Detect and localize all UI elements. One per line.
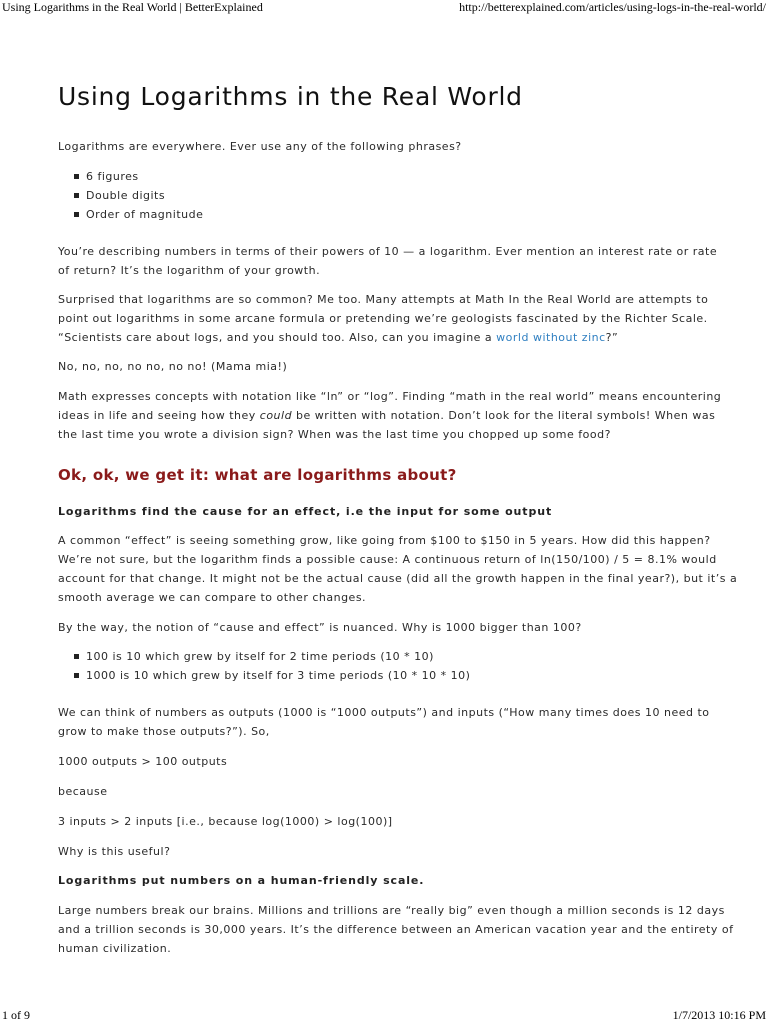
byway-paragraph: By the way, the notion of “cause and effect” is nuanced. Why is 1000 bigger than 100?: [58, 621, 582, 634]
bullet-icon: [74, 673, 79, 678]
phrases-list: [58, 167, 710, 224]
growth-list: [58, 647, 710, 685]
bullet-icon: [74, 193, 79, 198]
surprised-paragraph: Surprised that logarithms are so common? Me too. Many attempts at Math In the Real World are attempts to point out logarithms in some arcane formula or pretending we’re geologists fascinated by the Richter Scale. “Scientists care about logs, and you should too. Also, can you imagine a world without zinc?”: [58, 293, 709, 344]
intro-paragraph: Logarithms are everywhere. Ever use any of the following phrases?: [58, 140, 462, 153]
outputs-paragraph: We can think of numbers as outputs (1000 is “1000 outputs”) and inputs (“How many times does 10 need to grow to make those outputs?”). So,: [58, 706, 710, 738]
page-title: Using Logarithms in the Real World: [58, 82, 523, 111]
nono-paragraph: No, no, no, no no, no no! (Mama mia!): [58, 360, 288, 373]
compare-paragraph: 1000 outputs > 100 outputs: [58, 755, 228, 768]
list-item: 6 figures: [58, 167, 710, 186]
list-item: 100 is 10 which grew by itself for 2 time periods (10 * 10): [58, 647, 710, 666]
cause-heading: Logarithms find the cause for an effect, i.e the input for some output: [58, 505, 553, 518]
section-heading: Ok, ok, we get it: what are logarithms about?: [58, 466, 457, 484]
print-timestamp: 1/7/2013 10:16 PM: [672, 1008, 766, 1022]
page-count: 1 of 9: [2, 1008, 30, 1022]
scale-heading: Logarithms put numbers on a human-friendly scale.: [58, 874, 425, 887]
print-header: [0, 0, 768, 16]
bullet-icon: [74, 212, 79, 217]
effect-paragraph: A common “effect” is seeing something grow, like going from $100 to $150 in 5 years. How did this happen? We’re not sure, but the logarithm finds a possible cause: A continuous return of ln(150/100) / 5 = 8.1% would account for that change. It might not be the actual cause (did all the growth happen in the final year?), but it’s a smooth average we can compare to other changes.: [58, 534, 738, 604]
bullet-icon: [74, 174, 79, 179]
print-footer: [0, 1008, 768, 1024]
why-paragraph: Why is this useful?: [58, 845, 171, 858]
math-paragraph: Math expresses concepts with notation like “ln” or “log”. Finding “math in the real world” means encountering ideas in life and seeing how they could be written with notation. Don’t look for the literal symbols! When was the last time you wrote a division sign? When was the last time you chopped up some food?: [58, 390, 722, 441]
large-numbers-paragraph: Large numbers break our brains. Millions and trillions are “really big” even though a million seconds is 12 days and a trillion seconds is 30,000 years. It’s the difference between an American vacation year and the entirety of human civilization.: [58, 904, 734, 955]
print-header-title: Using Logarithms in the Real World | BetterExplained: [2, 0, 263, 14]
world-without-zinc-link[interactable]: world without zinc: [496, 331, 606, 344]
powers-paragraph: You’re describing numbers in terms of their powers of 10 — a logarithm. Ever mention an interest rate or rate of return? It’s the logarithm of your growth.: [58, 245, 718, 277]
list-item: Order of magnitude: [58, 205, 710, 224]
print-header-url: http://betterexplained.com/articles/using-logs-in-the-real-world/: [459, 0, 766, 14]
because-paragraph: because: [58, 785, 108, 798]
list-item: Double digits: [58, 186, 710, 205]
list-item: 1000 is 10 which grew by itself for 3 time periods (10 * 10 * 10): [58, 666, 710, 685]
inputs-paragraph: 3 inputs > 2 inputs [i.e., because log(1000) > log(100)]: [58, 815, 393, 828]
bullet-icon: [74, 654, 79, 659]
